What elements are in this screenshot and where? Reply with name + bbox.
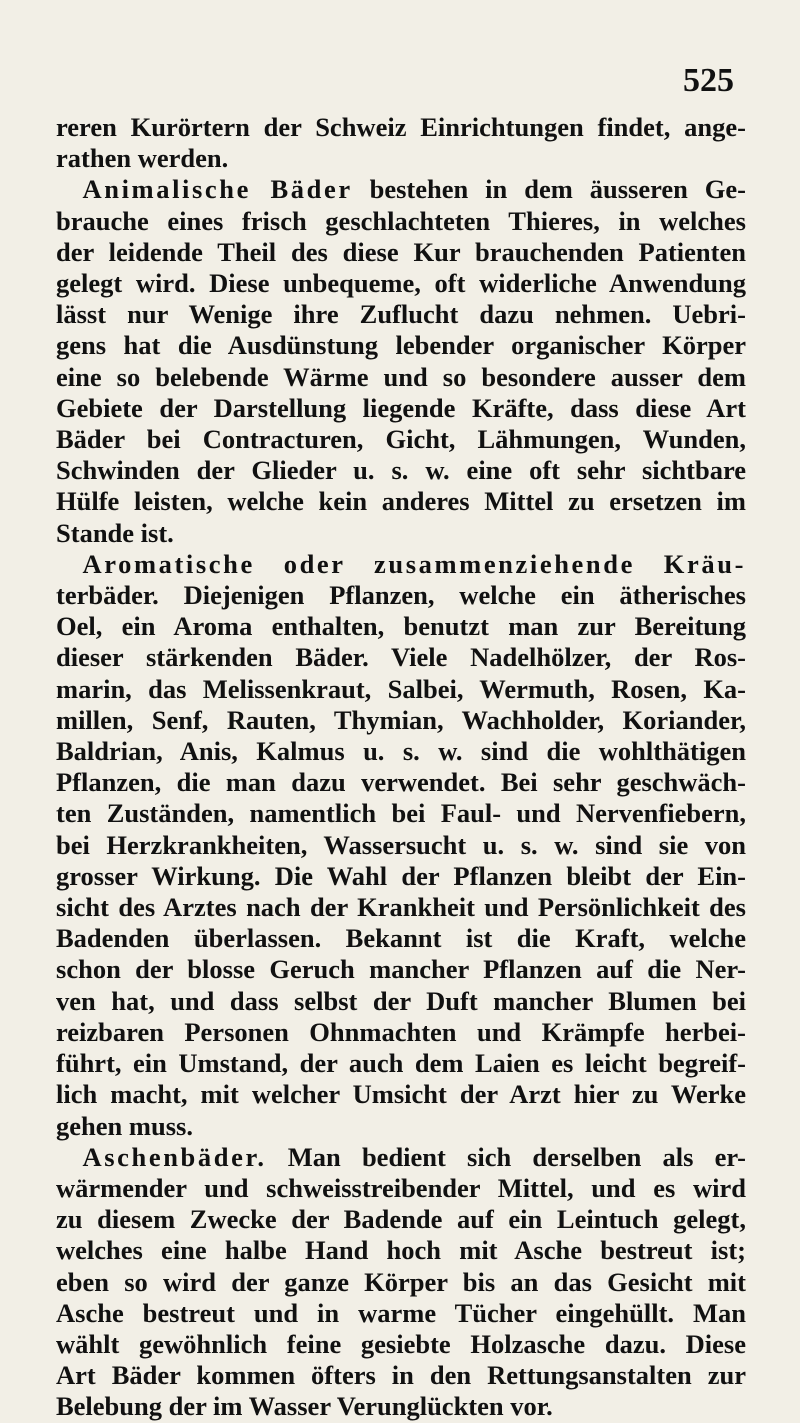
- text-line: reren Kurörtern der Schweiz Einrichtungen findet, ange-: [56, 112, 746, 142]
- section-heading: Animalische Bäder: [82, 174, 353, 205]
- text-line: zu diesem Zwecke der Badende auf ein Leintuch gelegt,: [56, 1204, 746, 1235]
- section-heading: Aromatische: [82, 548, 255, 579]
- text-line: brauche eines frisch geschlachteten Thieres, in welches: [56, 205, 746, 236]
- text-line: Aschenbäder. Man bedient sich derselben als er-: [82, 1141, 746, 1172]
- paragraph-aromatische-kraeuterbaeder: [56, 549, 746, 1142]
- text-line: Art Bäder kommen öfters in den Rettungsanstalten zur: [56, 1360, 746, 1391]
- text-line: eben so wird der ganze Körper bis an das Gesicht mit: [56, 1266, 746, 1297]
- text-line: Pflanzen, die man dazu verwendet. Bei sehr geschwäch-: [56, 767, 746, 798]
- text-line: wählt gewöhnlich feine gesiebte Holzasche dazu. Diese: [56, 1328, 746, 1359]
- text-line: lässt nur Wenige ihre Zuflucht dazu nehmen. Uebri-: [56, 299, 746, 330]
- text-line: wärmender und schweisstreibender Mittel, und es wird: [56, 1172, 746, 1203]
- paragraph-animalische-baeder: [56, 174, 746, 548]
- text-line: grosser Wirkung. Die Wahl der Pflanzen bleibt der Ein-: [56, 860, 746, 891]
- text-line: schon der blosse Geruch mancher Pflanzen auf die Ner-: [56, 954, 746, 985]
- text-line: Gebiete der Darstellung liegende Kräfte, dass diese Art: [56, 392, 746, 423]
- page-number: 525: [683, 62, 734, 99]
- text-line: gehen muss.: [56, 1110, 193, 1141]
- text-line: Asche bestreut und in warme Tücher eingehüllt. Man: [56, 1297, 746, 1328]
- text-line: Badenden überlassen. Bekannt ist die Kraft, welche: [56, 923, 746, 954]
- text-line: Oel, ein Aroma enthalten, benutzt man zur Bereitung: [56, 611, 746, 642]
- text-line: welches eine halbe Hand hoch mit Asche bestreut ist;: [56, 1235, 746, 1266]
- text-line: terbäder. Diejenigen Pflanzen, welche ein ätherisches: [56, 580, 746, 611]
- text-line: Stande ist.: [56, 517, 174, 548]
- text-line: marin, das Melissenkraut, Salbei, Wermuth, Rosen, Ka-: [56, 673, 746, 704]
- body-text: [56, 112, 746, 1423]
- text-line: lich macht, mit welcher Umsicht der Arzt hier zu Werke: [56, 1079, 746, 1110]
- text-line: bei Herzkrankheiten, Wassersucht u. s. w. sind sie von: [56, 829, 746, 860]
- text-line: gelegt wird. Diese unbequeme, oft widerliche Anwendung: [56, 268, 746, 299]
- paragraph-intro-continuation: [56, 112, 746, 174]
- text-line: Schwinden der Glieder u. s. w. eine oft sehr sichtbare: [56, 455, 746, 486]
- text-line: ten Zuständen, namentlich bei Faul- und Nervenfiebern,: [56, 798, 746, 829]
- text-line: führt, ein Umstand, der auch dem Laien es leicht begreif-: [56, 1048, 746, 1079]
- text-line: millen, Senf, Rauten, Thymian, Wachholder, Koriander,: [56, 704, 746, 735]
- text-line: Bäder bei Contracturen, Gicht, Lähmungen, Wunden,: [56, 424, 746, 455]
- text-line: gens hat die Ausdünstung lebender organischer Körper: [56, 330, 746, 361]
- text-line: der leidende Theil des diese Kur brauchenden Patienten: [56, 236, 746, 267]
- text-line: rathen werden.: [56, 143, 229, 174]
- text-line: Animalische Bäder bestehen in dem äusseren Ge-: [82, 174, 747, 205]
- paragraph-aschenbaeder: [56, 1142, 746, 1423]
- text-line: reizbaren Personen Ohnmachten und Krämpfe herbei-: [56, 1016, 746, 1047]
- section-heading: Aschenbäder.: [82, 1141, 267, 1172]
- text-line: Baldrian, Anis, Kalmus u. s. w. sind die wohlthätigen: [56, 736, 746, 767]
- text-line: sicht des Arztes nach der Krankheit und Persönlichkeit des: [56, 892, 746, 923]
- text-line: eine so belebende Wärme und so besondere ausser dem: [56, 361, 746, 392]
- text-line: Belebung der im Wasser Verunglückten vor.: [56, 1391, 553, 1422]
- text-line: Aromatische oder zusammenziehende Kräu-: [82, 548, 746, 579]
- text-line: ven hat, und dass selbst der Duft mancher Blumen bei: [56, 985, 746, 1016]
- text-line: dieser stärkenden Bäder. Viele Nadelhölzer, der Ros-: [56, 642, 746, 673]
- text-line: Hülfe leisten, welche kein anderes Mittel zu ersetzen im: [56, 486, 746, 517]
